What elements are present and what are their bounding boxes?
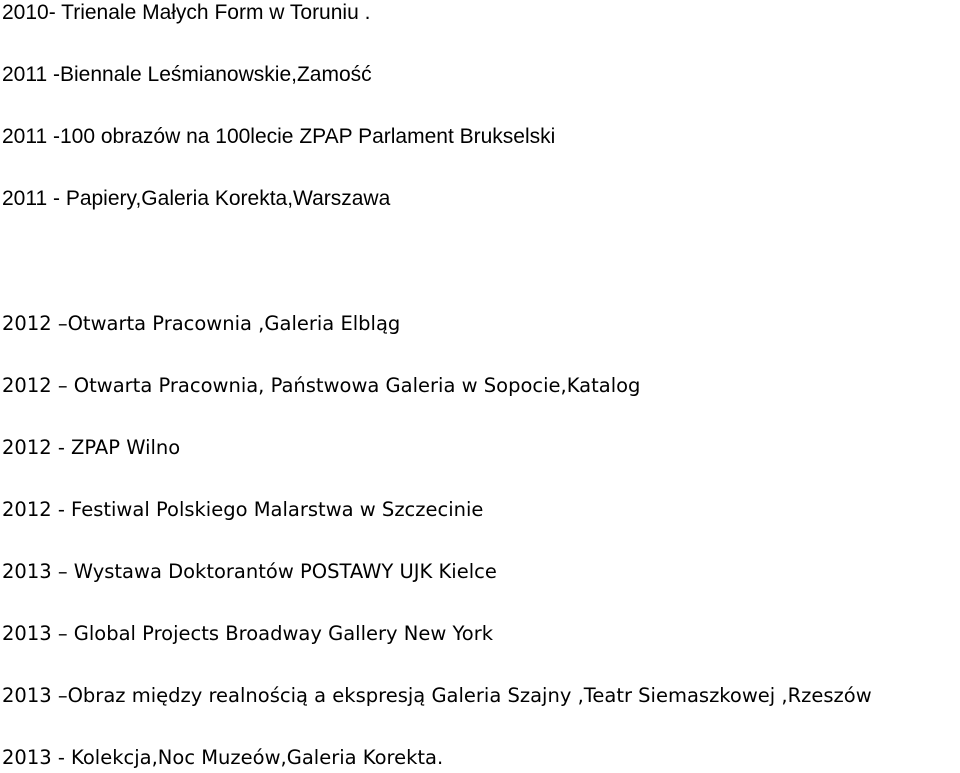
exhibition-line: 2013 – Wystawa Doktorantów POSTAWY UJK Kielce bbox=[2, 560, 497, 583]
exhibition-line: 2011 -Biennale Leśmianowskie,Zamość bbox=[2, 63, 372, 86]
exhibition-line: 2012 – Otwarta Pracownia, Państwowa Galeria w Sopocie,Katalog bbox=[2, 374, 641, 397]
exhibition-line: 2010- Trienale Małych Form w Toruniu . bbox=[2, 1, 371, 24]
exhibition-line: 2013 –Obraz między realnością a ekspresją Galeria Szajny ,Teatr Siemaszkowej ,Rzeszów bbox=[2, 684, 872, 707]
exhibition-line: 2011 -100 obrazów na 100lecie ZPAP Parlament Brukselski bbox=[2, 125, 556, 148]
exhibition-line: 2013 – Global Projects Broadway Gallery New York bbox=[2, 622, 494, 645]
exhibition-line: 2012 - Festiwal Polskiego Malarstwa w Szczecinie bbox=[2, 498, 484, 521]
exhibition-line: 2012 –Otwarta Pracownia ,Galeria Elbląg bbox=[2, 312, 401, 335]
exhibition-line: 2013 - Kolekcja,Noc Muzeów,Galeria Korekta. bbox=[2, 746, 444, 769]
exhibition-line: 2011 - Papiery,Galeria Korekta,Warszawa bbox=[2, 187, 391, 210]
exhibition-line: 2012 - ZPAP Wilno bbox=[2, 436, 181, 459]
